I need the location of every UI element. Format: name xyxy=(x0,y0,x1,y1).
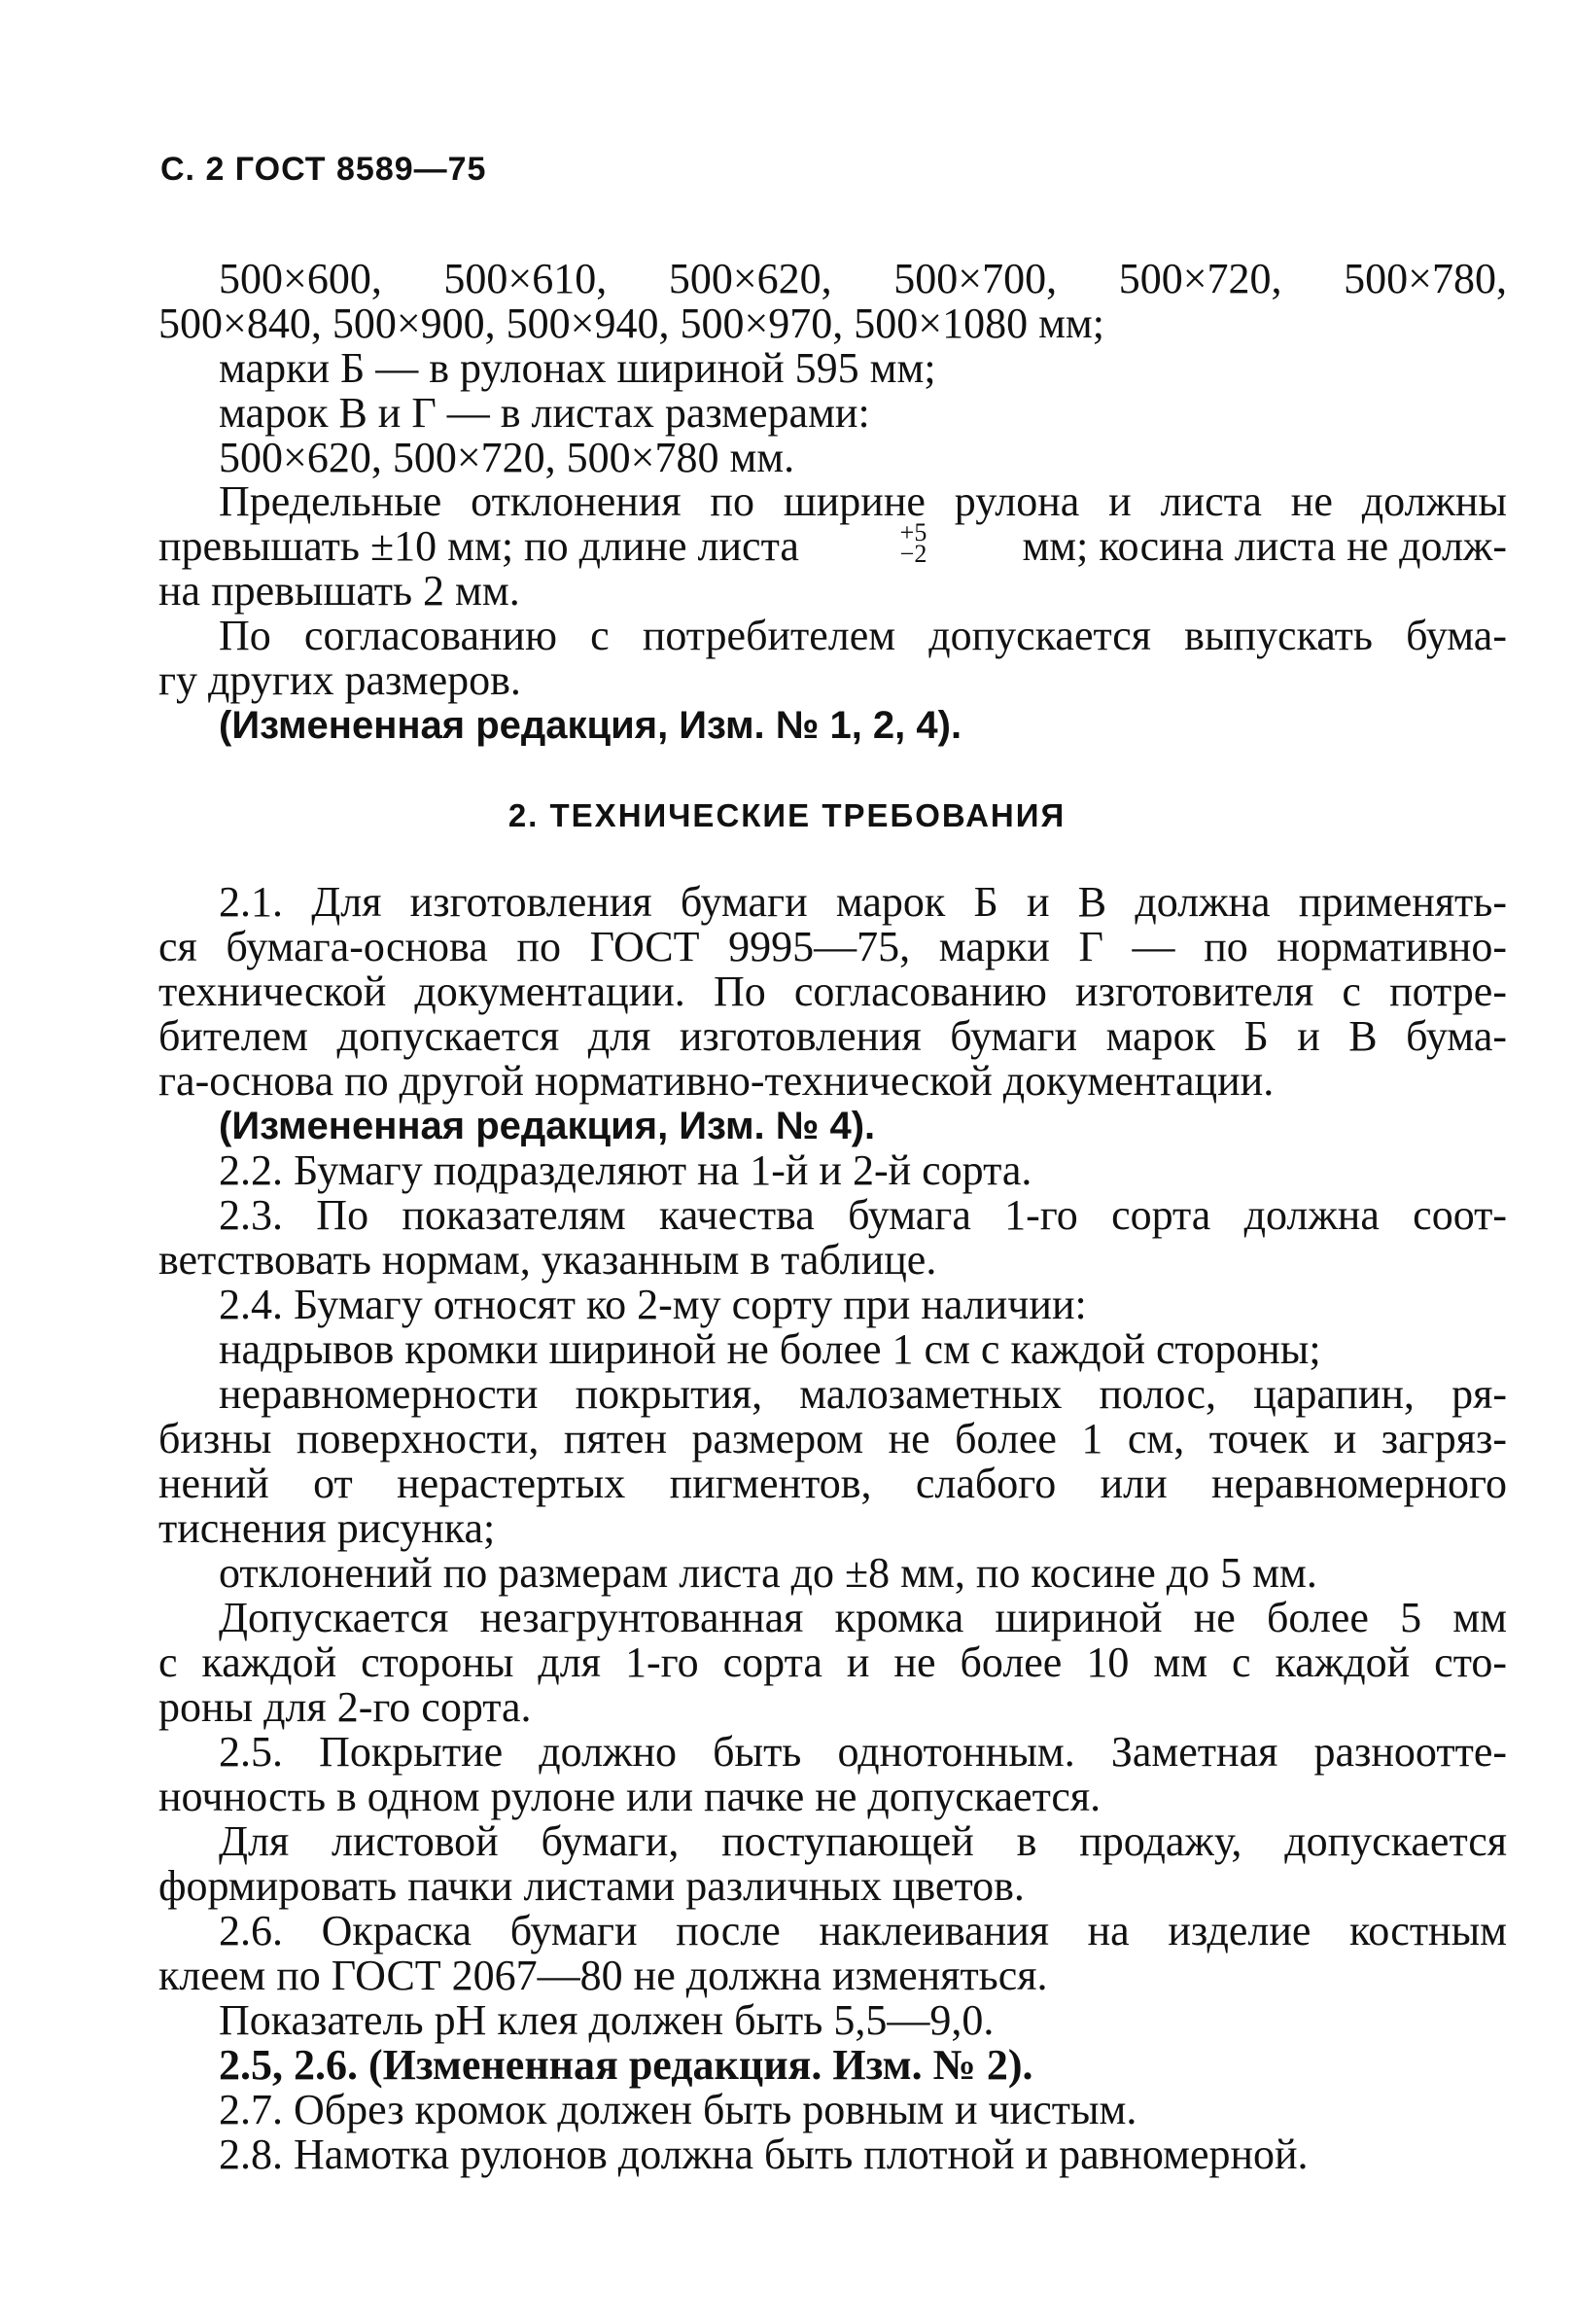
text-line: Предельные отклонения по ширине рулона и листа не должны xyxy=(219,477,1507,525)
text-line: 500×600, 500×610, 500×620, 500×700, 500×720, 500×780, xyxy=(219,255,1507,302)
text-line: 2.2. Бумагу подразделяют на 1-й и 2-й сорта. xyxy=(219,1146,1032,1194)
tolerance-lower: −2 xyxy=(899,540,927,568)
text-line: 500×840, 500×900, 500×940, 500×970, 500×1080 мм; xyxy=(158,299,1104,347)
text-line: клеем по ГОСТ 2067—80 не должна изменяться. xyxy=(158,1952,1048,1999)
text-line: бителем допускается для изготовления бумаги марок Б и В бума- xyxy=(158,1012,1507,1060)
text-line: 500×620, 500×720, 500×780 мм. xyxy=(219,434,795,481)
text-line: бизны поверхности, пятен размером не более 1 см, точек и загряз- xyxy=(158,1415,1507,1462)
text-line: на превышать 2 мм. xyxy=(158,567,520,615)
text-line: роны для 2-го сорта. xyxy=(158,1683,532,1731)
text-line: тиснения рисунка; xyxy=(158,1504,496,1552)
amendment-note: (Измененная редакция, Изм. № 1, 2, 4). xyxy=(219,704,962,747)
text-line: 2.7. Обрез кромок должен быть ровным и чистым. xyxy=(219,2086,1137,2133)
text-line: По согласованию с потребителем допускается выпускать бума- xyxy=(219,612,1507,659)
text-line: Допускается незагрунтованная кромка шириной не более 5 мм xyxy=(219,1594,1507,1641)
text-line: отклонений по размерам листа до ±8 мм, по косине до 5 мм. xyxy=(219,1549,1317,1597)
text-line: марок В и Г — в листах размерами: xyxy=(219,389,870,437)
text-line: га-основа по другой нормативно-технической документации. xyxy=(158,1057,1275,1105)
text-line: 2.4. Бумагу относят ко 2-му сорту при наличии: xyxy=(219,1281,1087,1328)
text-line: гу других размеров. xyxy=(158,656,521,704)
tolerance-upper: +5 xyxy=(899,518,927,546)
text-line: ветствовать нормам, указанным в таблице. xyxy=(158,1236,937,1284)
text-line: 2.8. Намотка рулонов должна быть плотной и равномерной. xyxy=(219,2130,1309,2178)
text-line: с каждой стороны для 1-го сорта и не более 10 мм с каждой сто- xyxy=(158,1638,1507,1686)
text-line: марки Б — в рулонах шириной 595 мм; xyxy=(219,344,936,392)
section-title: 2. ТЕХНИЧЕСКИЕ ТРЕБОВАНИЯ xyxy=(507,797,1067,833)
amendment-note: 2.5, 2.6. (Измененная редакция. Изм. № 2). xyxy=(219,2041,1033,2089)
amendment-note: (Измененная редакция, Изм. № 4). xyxy=(219,1105,876,1147)
text-line: 2.5. Покрытие должно быть однотонным. Заметная разноотте- xyxy=(219,1728,1507,1776)
tolerance-line xyxy=(158,518,1507,571)
text-line: нений от нерастертых пигментов, слабого или неравномерного xyxy=(158,1460,1507,1507)
text-line: 2.3. По показателям качества бумага 1-го сорта должна соот- xyxy=(219,1191,1507,1239)
text-line: неравномерности покрытия, малозаметных полос, царапин, ря- xyxy=(219,1370,1507,1418)
tolerance-text-after: мм; косина листа не долж- xyxy=(1022,522,1507,570)
text-line: 2.1. Для изготовления бумаги марок Б и В должна применять- xyxy=(219,878,1507,926)
tolerance-fraction xyxy=(898,518,927,568)
page-header: С. 2 ГОСТ 8589—75 xyxy=(160,151,487,188)
text-line: ночность в одном рулоне или пачке не допускается. xyxy=(158,1773,1102,1820)
text-line: Для листовой бумаги, поступающей в продажу, допускается xyxy=(219,1817,1507,1865)
text-line: Показатель pH клея должен быть 5,5—9,0. xyxy=(219,1996,995,2044)
text-line: 2.6. Окраска бумаги после наклеивания на изделие костным xyxy=(219,1907,1507,1954)
tolerance-text-before: превышать ±10 мм; по длине листа xyxy=(158,522,799,570)
text-line: ся бумага-основа по ГОСТ 9995—75, марки Г — по нормативно- xyxy=(158,923,1507,970)
text-line: формировать пачки листами различных цветов. xyxy=(158,1862,1025,1910)
text-line: надрывов кромки шириной не более 1 см с каждой стороны; xyxy=(219,1325,1321,1373)
text-line: технической документации. По согласованию изготовителя с потре- xyxy=(158,968,1507,1015)
